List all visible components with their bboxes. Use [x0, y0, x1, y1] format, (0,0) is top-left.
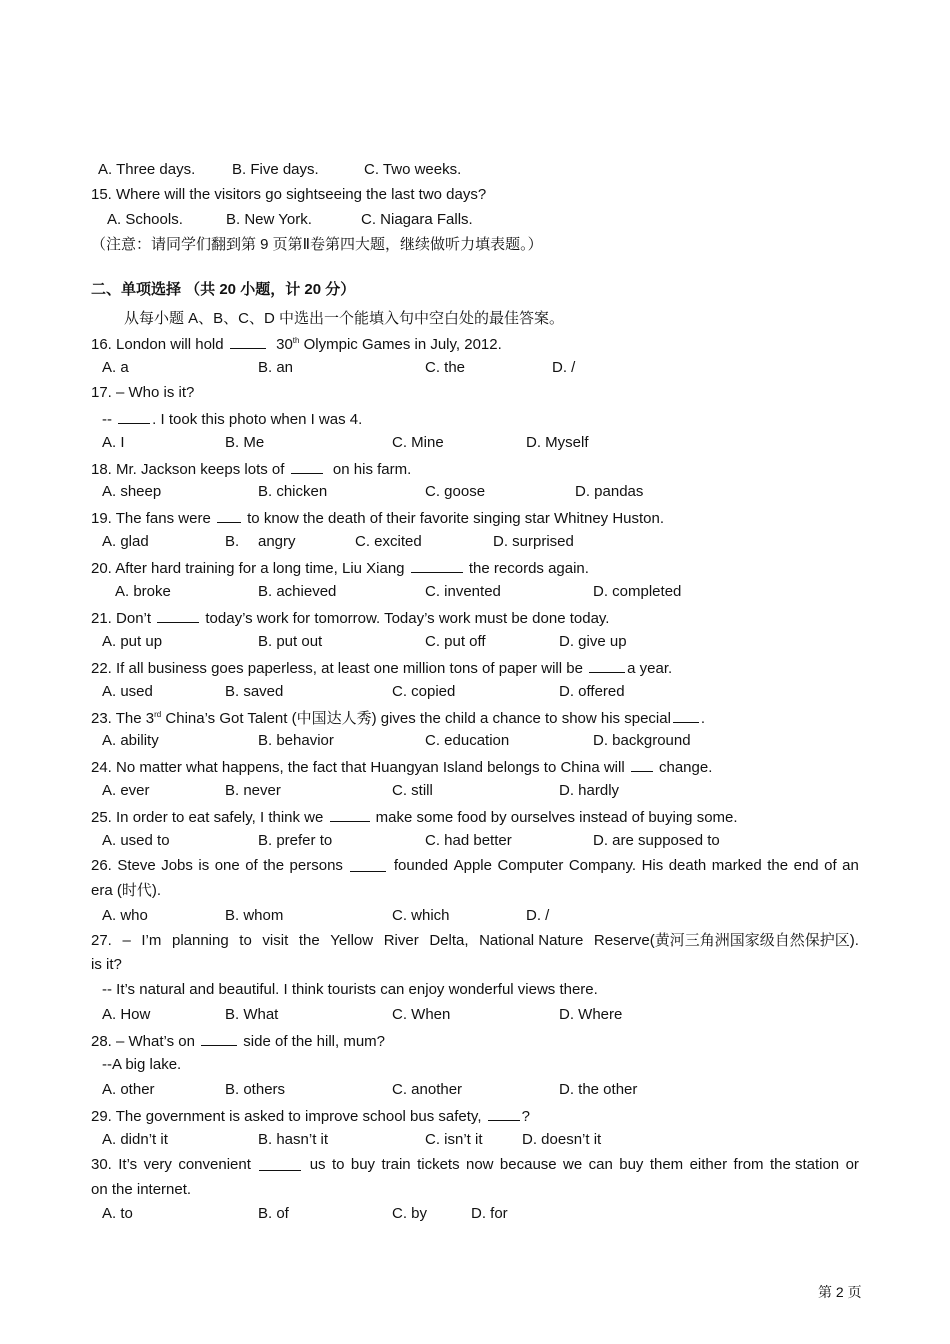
q29-option-c: C. isn’t it [425, 1131, 483, 1148]
q20-blank [411, 557, 463, 573]
q17-reply: -- . I took this photo when I was 4. [102, 408, 362, 428]
q21-stem: 21. Don’t today’s work for tomorrow. Today’s work must be done today. [91, 607, 609, 627]
q24-blank [631, 756, 653, 772]
q21-option-c: C. put off [425, 633, 486, 650]
q25-option-a: A. used to [102, 832, 170, 849]
q15-option-c: C. Niagara Falls. [361, 211, 473, 228]
q20-option-a: A. broke [115, 583, 171, 600]
q21-option-b: B. put out [258, 633, 323, 650]
q20-option-c: C. invented [425, 583, 501, 600]
q28-option-c: C. another [392, 1081, 463, 1098]
q22-option-d: D. offered [559, 683, 625, 700]
q16-option-c: C. the [425, 359, 466, 376]
q23-stem: 23. The 3rd China’s Got Talent (中国达人秀) gives the child a chance to show his special . [91, 707, 705, 727]
q18-option-c: C. goose [425, 483, 486, 500]
q28-option-b: B. others [225, 1081, 286, 1098]
q23-option-b: B. behavior [258, 732, 334, 749]
q30-option-b: B. of [258, 1205, 289, 1222]
q22-blank [589, 657, 625, 673]
q15-stem: 15. Where will the visitors go sightseeing the last two days? [91, 186, 487, 203]
q16-blank [230, 333, 266, 349]
q27-option-d: D. Where [559, 1006, 623, 1023]
section-instruction: 从每小题 A、B、C、D 中选出一个能填入句中空白处的最佳答案。 [124, 310, 565, 327]
q29-option-d: D. doesn’t it [522, 1131, 602, 1148]
q14-option-b: B. Five days. [232, 161, 319, 178]
q20-option-b: B. achieved [258, 583, 337, 600]
q30-option-d: D. for [471, 1205, 508, 1222]
q15-option-a: A. Schools. [107, 211, 183, 228]
q24-option-a: A. ever [102, 782, 150, 799]
q29-stem: 29. The government is asked to improve school bus safety, ? [91, 1105, 530, 1125]
q19-stem: 19. The fans were to know the death of their favorite singing star Whitney Huston. [91, 507, 664, 527]
q27-option-c: C. When [392, 1006, 451, 1023]
q28-blank [201, 1030, 237, 1046]
q17-stem: 17. – Who is it? [91, 384, 195, 401]
q28-option-d: D. the other [559, 1081, 638, 1098]
q29-option-b: B. hasn’t it [258, 1131, 329, 1148]
q27-option-a: A. How [102, 1006, 151, 1023]
q26-blank [350, 856, 386, 872]
q26-stem-line2: era (时代). [91, 882, 162, 899]
q21-blank [157, 607, 199, 623]
q21-option-a: A. put up [102, 633, 163, 650]
q22-option-c: C. copied [392, 683, 456, 700]
q30-option-c: C. by [392, 1205, 428, 1222]
q19-option-a: A. glad [102, 533, 149, 550]
q17-option-c: C. Mine [392, 434, 444, 451]
q17-option-b: B. Me [225, 434, 265, 451]
q24-option-b: B. never [225, 782, 281, 799]
q25-stem: 25. In order to eat safely, I think we make some food by ourselves instead of buying some. [91, 806, 738, 826]
q23-option-c: C. education [425, 732, 510, 749]
q27-stem: 27. – I’m planning to visit the Yellow River Delta, National Nature Reserve(黄河三角洲国家级自然保护区). [91, 932, 859, 949]
q17-option-a: A. I [102, 434, 125, 451]
q19-option-d: D. surprised [493, 533, 574, 550]
q30-stem-line2: on the internet. [91, 1181, 192, 1198]
section-title: 二、单项选择 （共 20 小题，计 20 分） [91, 281, 356, 298]
q30-option-a: A. to [102, 1205, 133, 1222]
q19-option-b: angry [258, 533, 296, 550]
q26-option-c: C. which [392, 907, 450, 924]
q23-blank [673, 707, 699, 723]
q27-reply: -- It’s natural and beautiful. I think tourists can enjoy wonderful views there. [102, 981, 598, 998]
q17-option-d: D. Myself [526, 434, 589, 451]
q16-option-d: D. / [552, 359, 576, 376]
q18-stem: 18. Mr. Jackson keeps lots of on his farm. [91, 458, 411, 478]
q22-option-a: A. used [102, 683, 153, 700]
q26-option-a: A. who [102, 907, 148, 924]
q25-blank [330, 806, 370, 822]
q15-option-b: B. New York. [226, 211, 312, 228]
q19-blank [217, 507, 241, 523]
q20-option-d: D. completed [593, 583, 682, 600]
q14-option-a: A. Three days. [98, 161, 196, 178]
q27-stem-line2: is it? [91, 956, 122, 973]
q18-option-d: D. pandas [575, 483, 644, 500]
q28-reply: --A big lake. [102, 1056, 182, 1073]
q18-option-a: A. sheep [102, 483, 162, 500]
q24-option-c: C. still [392, 782, 433, 799]
q24-option-d: D. hardly [559, 782, 620, 799]
q24-stem: 24. No matter what happens, the fact that Huangyan Island belongs to China will change. [91, 756, 712, 776]
q23-option-a: A. ability [102, 732, 159, 749]
q30-blank [259, 1155, 301, 1171]
q21-option-d: D. give up [559, 633, 627, 650]
q14-option-c: C. Two weeks. [364, 161, 462, 178]
q29-option-a: A. didn’t it [102, 1131, 168, 1148]
q16-option-a: A. a [102, 359, 129, 376]
q29-blank [488, 1105, 520, 1121]
q30-stem: 30. It’s very convenient us to buy train tickets now because we can buy them either from the station or [91, 1156, 859, 1173]
listening-note: （注意：请同学们翻到第 9 页第Ⅱ卷第四大题，继续做听力填表题。） [91, 236, 543, 253]
q20-stem: 20. After hard training for a long time, Liu Xiang the records again. [91, 557, 589, 577]
page-number: 第 2 页 [818, 1284, 862, 1300]
q28-option-a: A. other [102, 1081, 155, 1098]
q18-option-b: B. chicken [258, 483, 328, 500]
q25-option-d: D. are supposed to [593, 832, 720, 849]
q26-option-d: D. / [526, 907, 550, 924]
q19-option-c: C. excited [355, 533, 422, 550]
q25-option-b: B. prefer to [258, 832, 333, 849]
q17-blank [118, 408, 150, 424]
q19-option-b-letter: B. [225, 533, 240, 550]
q16-option-b: B. an [258, 359, 294, 376]
q26-stem: 26. Steve Jobs is one of the persons founded Apple Computer Company. His death marked the end of an [91, 857, 859, 874]
q27-option-b: B. What [225, 1006, 279, 1023]
q26-option-b: B. whom [225, 907, 284, 924]
q16-stem: 16. London will hold 30th Olympic Games in July, 2012. [91, 333, 502, 353]
q22-option-b: B. saved [225, 683, 284, 700]
q18-blank [291, 458, 323, 474]
q25-option-c: C. had better [425, 832, 512, 849]
q23-option-d: D. background [593, 732, 691, 749]
q22-stem: 22. If all business goes paperless, at least one million tons of paper will be a year. [91, 657, 672, 677]
q28-stem: 28. – What’s on side of the hill, mum? [91, 1030, 385, 1050]
